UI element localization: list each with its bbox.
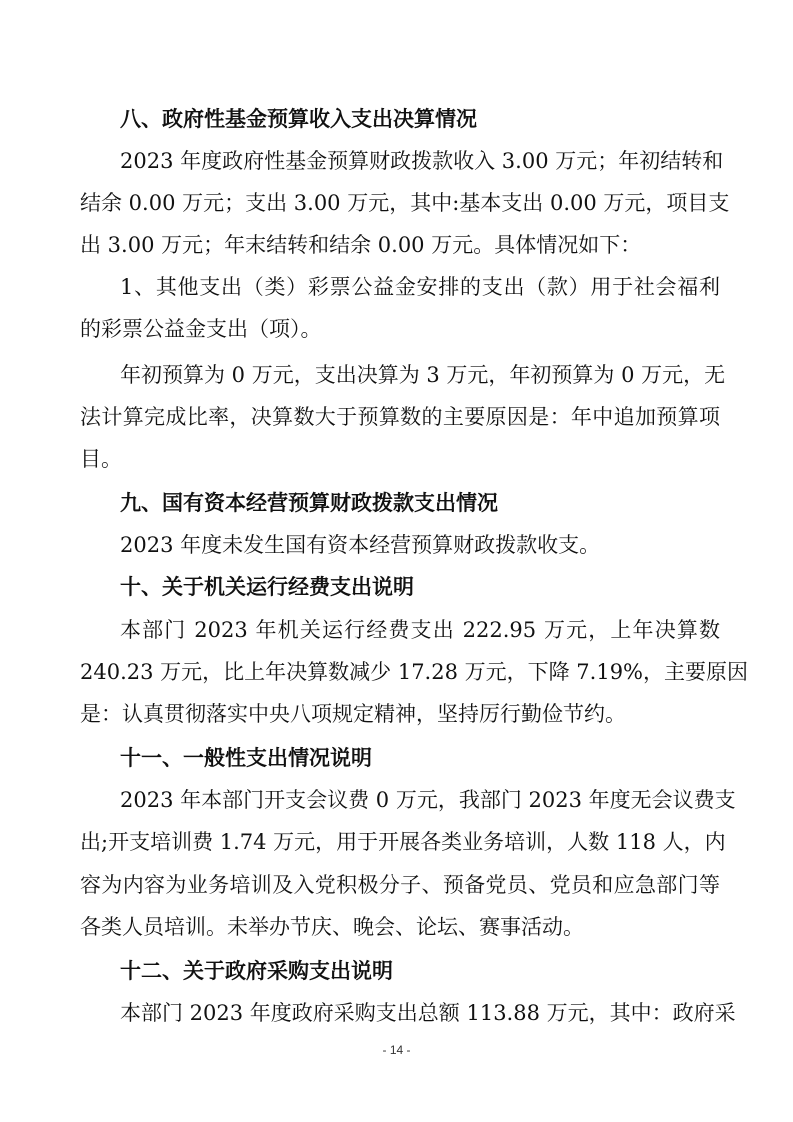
section-heading-8: 八、政府性基金预算收入支出决算情况 xyxy=(120,107,477,131)
paragraph-line: 容为内容为业务培训及入党积极分子、预备党员、党员和应急部门等 xyxy=(80,873,720,897)
paragraph-line: 的彩票公益金支出（项）。 xyxy=(80,317,322,341)
paragraph-line: 结余 0.00 万元；支出 3.00 万元，其中:基本支出 0.00 万元，项目支 xyxy=(80,191,730,215)
page-number: - 14 - xyxy=(382,1043,411,1057)
paragraph-line: 出;开支培训费 1.74 万元，用于开展各类业务培训，人数 118 人，内 xyxy=(80,830,726,854)
paragraph-line: 2023 年本部门开支会议费 0 万元，我部门 2023 年度无会议费支 xyxy=(120,788,736,812)
paragraph-line: 法计算完成比率，决算数大于预算数的主要原因是：年中追加预算项 xyxy=(80,405,720,429)
paragraph-line: 目。 xyxy=(80,447,122,471)
paragraph-line: 是：认真贯彻落实中央八项规定精神，坚持厉行勤俭节约。 xyxy=(80,702,626,726)
paragraph-line: 各类人员培训。未举办节庆、晚会、论坛、赛事活动。 xyxy=(80,915,584,939)
section-heading-12: 十二、关于政府采购支出说明 xyxy=(120,959,393,983)
section-heading-11: 十一、一般性支出情况说明 xyxy=(120,746,372,770)
paragraph-line: 1、其他支出（类）彩票公益金安排的支出（款）用于社会福利 xyxy=(120,275,720,299)
section-heading-10: 十、关于机关运行经费支出说明 xyxy=(120,575,414,599)
paragraph-line: 2023 年度未发生国有资本经营预算财政拨款收支。 xyxy=(120,533,601,557)
paragraph-line: 出 3.00 万元；年末结转和结余 0.00 万元。具体情况如下： xyxy=(80,233,642,257)
paragraph-line: 年初预算为 0 万元，支出决算为 3 万元，年初预算为 0 万元，无 xyxy=(120,363,726,387)
paragraph-line: 2023 年度政府性基金预算财政拨款收入 3.00 万元；年初结转和 xyxy=(120,149,724,173)
section-heading-9: 九、国有资本经营预算财政拨款支出情况 xyxy=(120,491,498,515)
paragraph-line: 本部门 2023 年度政府采购支出总额 113.88 万元，其中：政府采 xyxy=(120,1001,736,1025)
paragraph-line: 本部门 2023 年机关运行经费支出 222.95 万元，上年决算数 xyxy=(120,618,720,642)
paragraph-line: 240.23 万元，比上年决算数减少 17.28 万元，下降 7.19%，主要原因 xyxy=(80,660,749,684)
